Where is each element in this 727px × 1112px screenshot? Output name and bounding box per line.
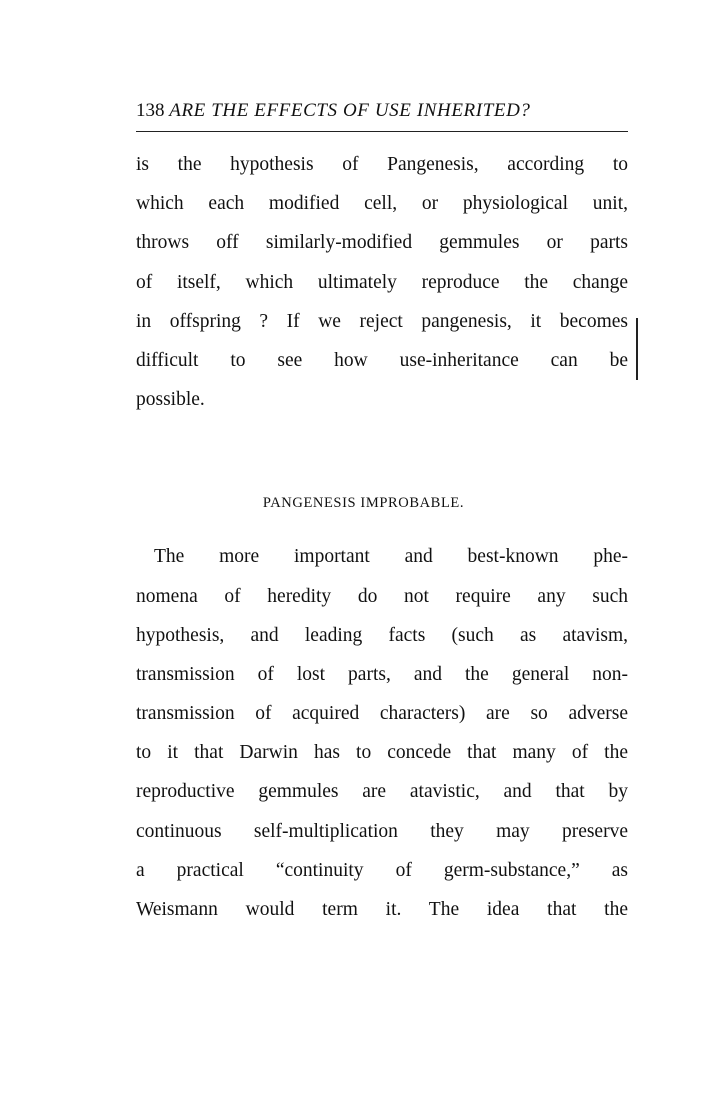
text-line: nomena of heredity do not require any such [136, 586, 628, 607]
text-line: is the hypothesis of Pangenesis, according to [136, 154, 628, 175]
text-line: transmission of acquired characters) are so adverse [136, 703, 628, 724]
text-line: transmission of lost parts, and the general non- [136, 664, 628, 685]
text-line: difficult to see how use-inheritance can be [136, 350, 628, 371]
text-line: continuous self-multiplication they may preserve [136, 821, 628, 842]
running-header [136, 100, 628, 122]
page-number: 138 [136, 100, 165, 121]
section-heading: PANGENESIS IMPROBABLE. [262, 495, 465, 511]
text-line: a practical “continuity of germ-substance,” as [136, 860, 628, 881]
text-line: hypothesis, and leading facts (such as atavism, [136, 625, 628, 646]
text-line: The more important and best-known phe- [154, 546, 628, 567]
text-line: in offspring ? If we reject pangenesis, it becomes [136, 311, 628, 332]
running-title: ARE THE EFFECTS OF USE INHERITED? [169, 100, 531, 121]
text-line: Weismann would term it. The idea that the [136, 899, 628, 920]
text-line: of itself, which ultimately reproduce the change [136, 272, 628, 293]
header-rule [136, 131, 628, 132]
text-line: which each modified cell, or physiological unit, [136, 193, 628, 214]
text-line: possible. [136, 389, 205, 410]
margin-mark [636, 318, 638, 380]
text-line: reproductive gemmules are atavistic, and that by [136, 781, 628, 802]
text-line: to it that Darwin has to concede that many of the [136, 742, 628, 763]
text-line: throws off similarly-modified gemmules or parts [136, 232, 628, 253]
